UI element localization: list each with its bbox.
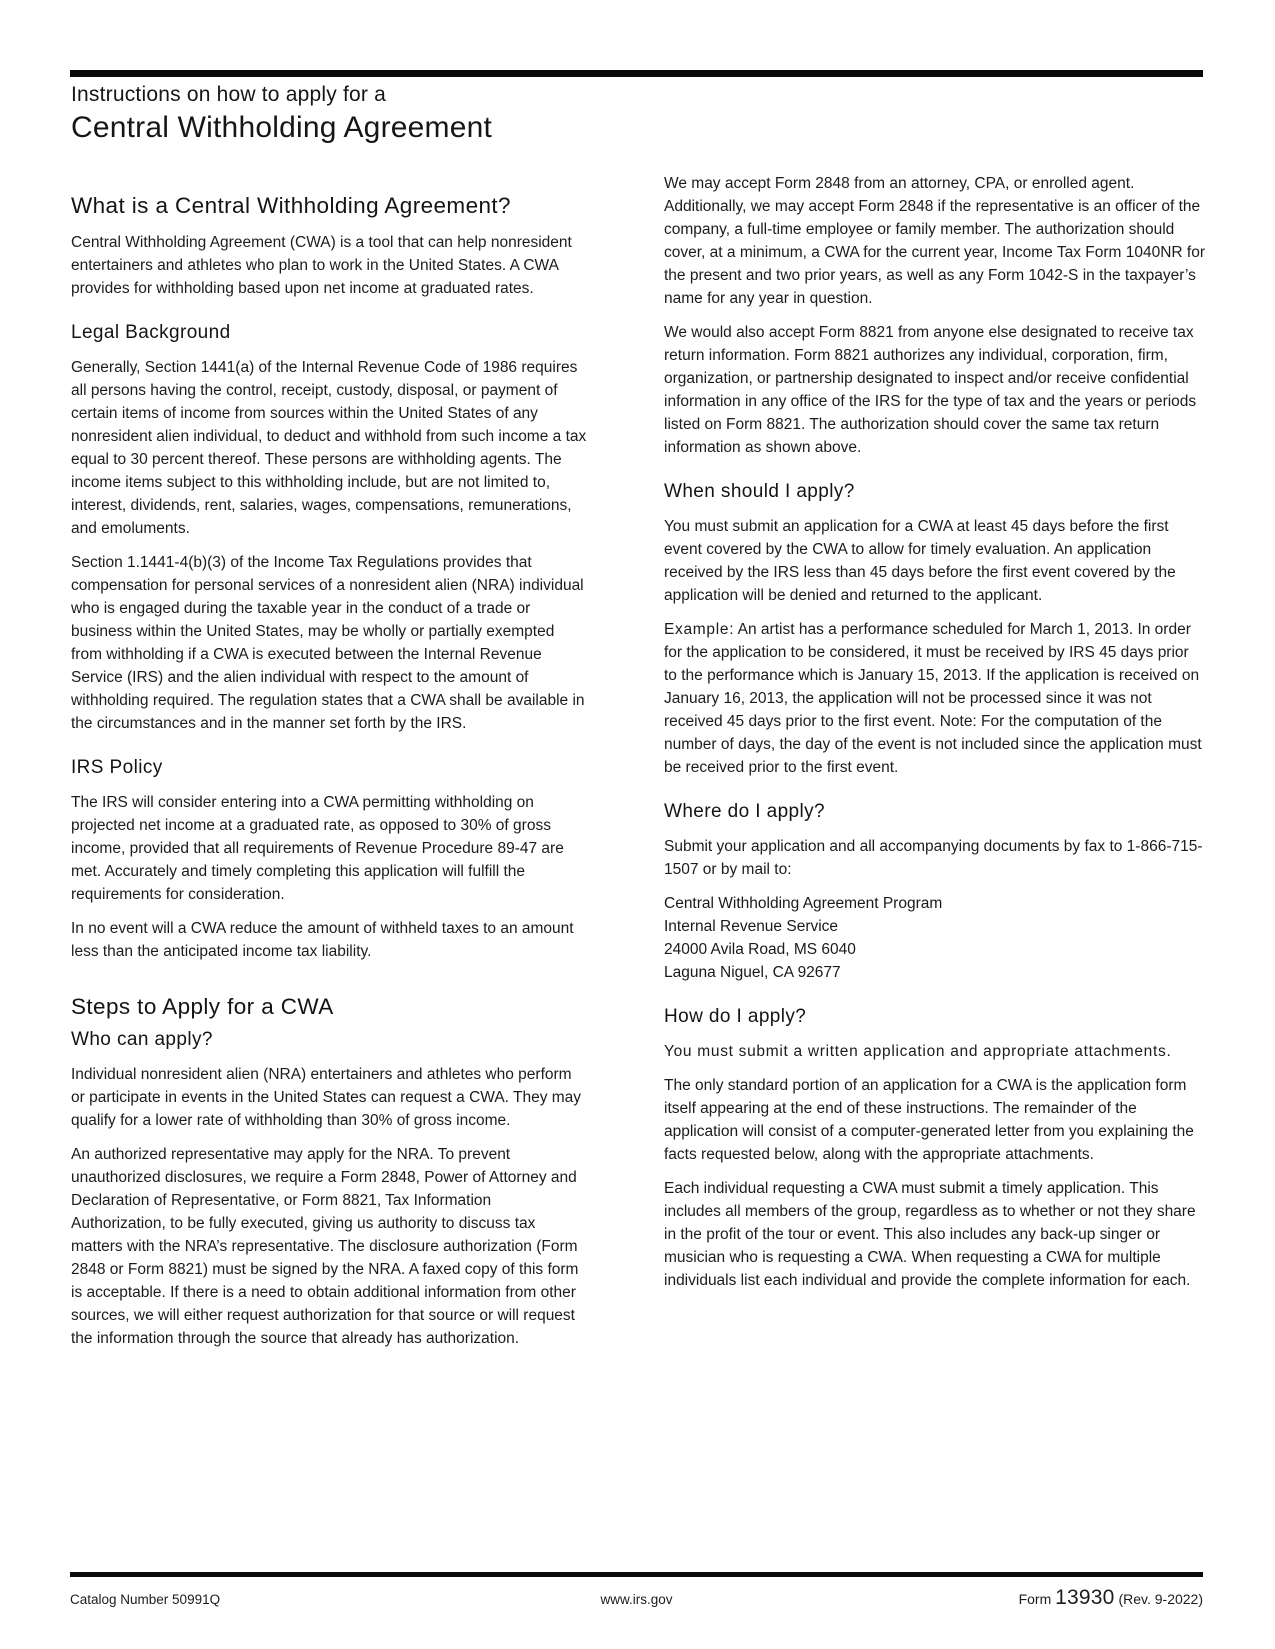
left-column	[71, 172, 587, 1361]
paragraph-form-8821: We would also accept Form 8821 from anyone else designated to receive tax return information. Form 8821 authorizes any individual, corporation, firm, organization, or partnership designated to inspect and/or receive confidential information in any office of the IRS for the type of tax and the years or periods listed on Form 8821. The authorization should cover the same tax return information as shown above.	[664, 324, 1197, 456]
form-number: 13930	[1055, 1586, 1115, 1609]
paragraph-how-apply-1: You must submit a written application and appropriate attachments.	[664, 1043, 1172, 1060]
paragraph-where-apply: Submit your application and all accompanying documents by fax to 1-866-715-1507 or by mail to:	[664, 838, 1203, 878]
address-line-agency: Internal Revenue Service	[664, 918, 839, 935]
paragraph-who-can-apply-2: An authorized representative may apply for the NRA. To prevent unauthorized disclosures, we require a Form 2848, Power of Attorney and Declaration of Representative, or Form 8821, Tax Information Authorization, to be fully executed, giving us authority to discuss tax matters with the NRA’s representative. The disclosure authorization (Form 2848 or Form 8821) must be signed by the NRA. A faxed copy of this form is acceptable. If there is a need to obtain additional information from other sources, we will either request authorization for that source or will request the information through the source that already has authorization.	[71, 1146, 579, 1347]
paragraph-irs-policy-1: The IRS will consider entering into a CWA permitting withholding on projected net income at a graduated rate, as opposed to 30% of gross income, provided that all requirements of Revenue Procedure 89-47 are met. Accurately and timely completing this application will fulfill the requirements for consideration.	[71, 794, 564, 903]
address-line-program: Central Withholding Agreement Program	[664, 895, 943, 912]
paragraph-what-is-cwa: Central Withholding Agreement (CWA) is a tool that can help nonresident entertainers and athletes who plan to work in the United States. A CWA provides for withholding based upon net income at graduated rates.	[71, 234, 572, 297]
example-text: An artist has a performance scheduled for March 1, 2013. In order for the application to be considered, it must be received by IRS 45 days prior to the performance which is January 15, 2013. If the application is received on January 16, 2013, the application will not be processed since it was not received 45 days prior to the first event. Note: For the computation of the number of days, the day of the event is not included since the application must be received prior to the first event.	[664, 621, 1202, 776]
document-footer	[70, 1586, 1203, 1610]
form-revision: (Rev. 9-2022)	[1118, 1591, 1204, 1607]
example-label: Example:	[664, 621, 735, 638]
two-column-body	[71, 172, 1205, 1361]
paragraph-who-can-apply-1: Individual nonresident alien (NRA) entertainers and athletes who perform or participate in events in the United States can request a CWA. They may qualify for a lower rate of withholding than 30% of gross income.	[71, 1066, 582, 1129]
section-heading-what-is-cwa: What is a Central Withholding Agreement?	[71, 193, 511, 218]
paragraph-irs-policy-2: In no event will a CWA reduce the amount of withheld taxes to an amount less than the anticipated income tax liability.	[71, 920, 574, 960]
section-heading-how-apply: How do I apply?	[664, 1006, 807, 1027]
catalog-number: Catalog Number 50991Q	[70, 1592, 221, 1607]
paragraph-how-apply-2: The only standard portion of an application for a CWA is the application form itself appearing at the end of these instructions. The remainder of the application will consist of a computer-generated letter from you explaining the facts requested below, along with the appropriate attachments.	[664, 1077, 1194, 1163]
paragraph-form-2848: We may accept Form 2848 from an attorney, CPA, or enrolled agent. Additionally, we may accept Form 2848 if the representative is an officer of the company, a full-time employee or family member. The authorization should cover, at a minimum, a CWA for the current year, Income Tax Form 1040NR for the present and two prior years, as well as any Form 1042-S in the taxpayer’s name for any year in question.	[664, 175, 1205, 307]
right-column	[664, 172, 1205, 1361]
mailing-address	[664, 892, 1205, 984]
paragraph-when-apply-1: You must submit an application for a CWA at least 45 days before the first event covered by the CWA to allow for timely evaluation. An application received by the IRS less than 45 days before the first event covered by the application will be denied and returned to the applicant.	[664, 518, 1176, 604]
paragraph-when-apply-example	[664, 618, 1205, 779]
address-line-city: Laguna Niguel, CA 92677	[664, 964, 841, 981]
footer-rule	[70, 1572, 1203, 1577]
section-heading-legal-background: Legal Background	[71, 322, 231, 343]
section-heading-who-can-apply: Who can apply?	[71, 1029, 213, 1050]
top-rule	[70, 70, 1203, 77]
section-heading-where-apply: Where do I apply?	[664, 801, 825, 822]
document-title: Central Withholding Agreement	[71, 111, 493, 144]
document-header	[71, 82, 1171, 146]
paragraph-legal-background-2: Section 1.1441-4(b)(3) of the Income Tax Regulations provides that compensation for personal services of a nonresident alien (NRA) individual who is engaged during the taxable year in the conduct of a trade or business within the United States, may be wholly or partially exempted from withholding if a CWA is executed between the Internal Revenue Service (IRS) and the alien individual with respect to the amount of withholding required. The regulation states that a CWA shall be available in the circumstances and in the manner set forth by the IRS.	[71, 554, 585, 732]
form-number-block	[825, 1586, 1203, 1610]
section-heading-irs-policy: IRS Policy	[71, 757, 163, 778]
paragraph-how-apply-3: Each individual requesting a CWA must submit a timely application. This includes all members of the group, regardless as to whether or not they share in the profit of the tour or event. This also includes any back-up singer or musician who is requesting a CWA. When requesting a CWA for multiple individuals list each individual and provide the complete information for each.	[664, 1180, 1196, 1289]
paragraph-legal-background-1: Generally, Section 1441(a) of the Internal Revenue Code of 1986 requires all persons having the control, receipt, custody, disposal, or payment of certain items of income from sources within the United States of any nonresident alien individual, to deduct and withhold from such income a tax equal to 30 percent thereof. These persons are withholding agents. The income items subject to this withholding include, but are not limited to, interest, dividends, rent, salaries, wages, compensations, remunerations, and emoluments.	[71, 359, 587, 537]
irs-website: www.irs.gov	[600, 1592, 673, 1607]
document-subtitle: Instructions on how to apply for a	[71, 83, 386, 106]
section-heading-when-apply: When should I apply?	[664, 481, 855, 502]
address-line-street: 24000 Avila Road, MS 6040	[664, 941, 856, 958]
section-heading-steps-to-apply: Steps to Apply for a CWA	[71, 994, 334, 1019]
form-label: Form	[1018, 1591, 1052, 1607]
